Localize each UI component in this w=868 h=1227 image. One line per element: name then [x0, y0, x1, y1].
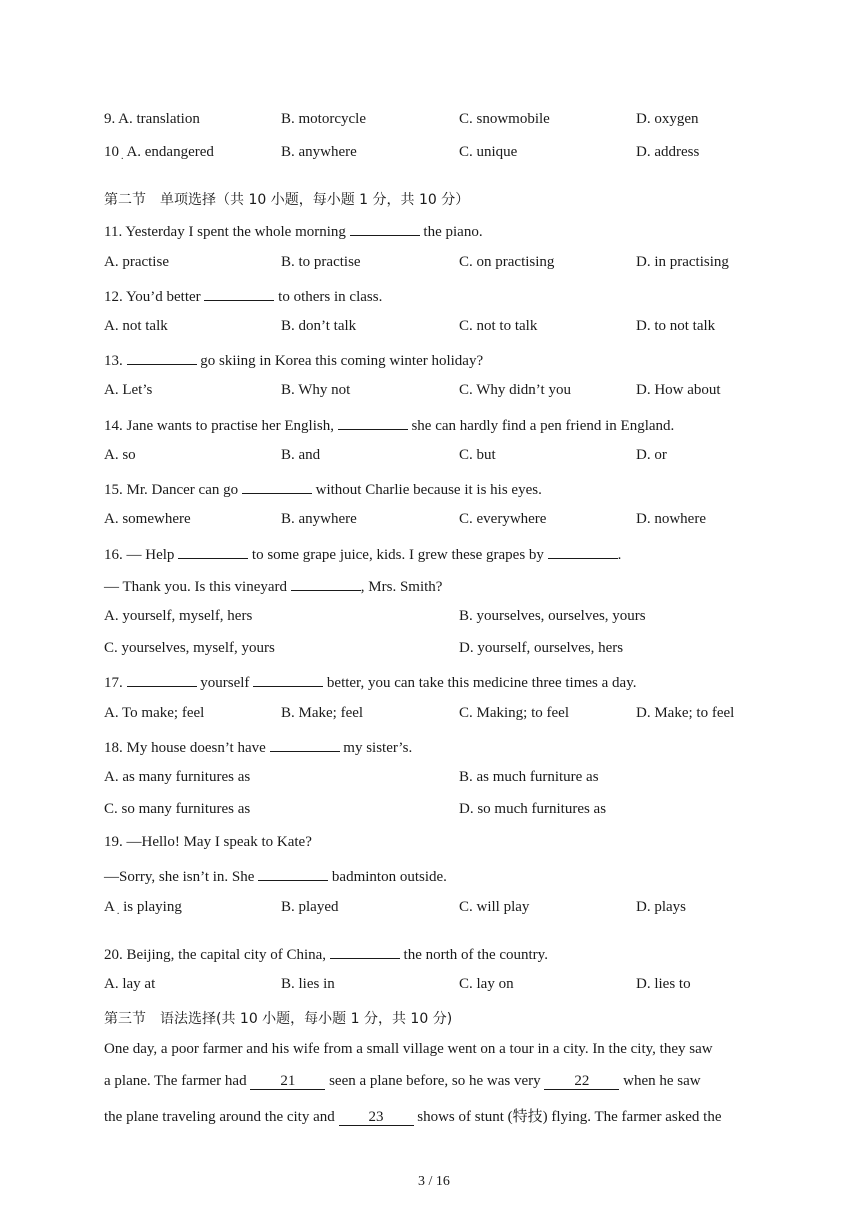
q13-option-b: B. Why not	[281, 382, 351, 398]
q20-stem	[104, 944, 548, 964]
q20-option-c: C. lay on	[459, 976, 514, 992]
q15-option-d: D. nowhere	[636, 511, 706, 527]
q18-stem-post: my sister’s.	[339, 740, 413, 756]
q9-option-c: C. snowmobile	[459, 111, 550, 127]
q9-option-b: B. motorcycle	[281, 111, 366, 127]
q14-stem	[104, 415, 674, 435]
q12-stem-post: to others in class.	[274, 289, 383, 305]
q12-option-c: C. not to talk	[459, 318, 538, 334]
q14-option-c: C. but	[459, 447, 496, 463]
q12-option-b: B. don’t talk	[281, 318, 357, 334]
passage-line-2-pre: a plane. The farmer had	[104, 1073, 251, 1089]
q20-option-a: A. lay at	[104, 976, 156, 992]
q11-stem-post: the piano.	[419, 224, 483, 240]
q15-option-b: B. anywhere	[281, 511, 357, 527]
section2-heading: 第二节 单项选择（共 10 小题，每小题 1 分，共 10 分）	[104, 192, 470, 208]
q16-stem-mid: to some grape juice, kids. I grew these grapes by	[248, 547, 548, 563]
q9-option-d: D. oxygen	[636, 111, 699, 127]
q18-option-c: C. so many furnitures as	[104, 801, 251, 817]
q20-stem-pre: 20. Beijing, the capital city of China,	[104, 947, 330, 963]
q17-option-d: D. Make; to feel	[636, 705, 735, 721]
q13-blank	[127, 350, 197, 365]
q10-option-a	[104, 144, 214, 162]
q13-stem	[104, 350, 483, 370]
q15-stem	[104, 479, 542, 499]
q10-option-a-text: A. endangered	[126, 144, 214, 160]
q19-blank	[258, 866, 328, 881]
passage-line-2-post: when he saw	[619, 1073, 701, 1089]
q13-stem-pre: 13.	[104, 353, 127, 369]
blank-22: 22	[544, 1073, 619, 1090]
q16-stem-pre: 16. — Help	[104, 547, 179, 563]
q17-stem-pre: 17.	[104, 675, 127, 691]
page-number: 3 / 16	[418, 1174, 450, 1189]
q19-option-a	[104, 899, 182, 917]
q17-option-a: A. To make; feel	[104, 705, 205, 721]
q17-blank-2	[253, 672, 323, 687]
q16-line2-post: , Mrs. Smith?	[360, 579, 443, 595]
q11-option-a: A. practise	[104, 254, 169, 270]
q10-option-d: D. address	[636, 144, 700, 160]
section3-heading: 第三节 语法选择(共 10 小题，每小题 1 分，共 10 分)	[104, 1011, 453, 1027]
q13-option-d: D. How about	[636, 382, 721, 398]
q18-stem-pre: 18. My house doesn’t have	[104, 740, 270, 756]
q18-stem	[104, 737, 412, 757]
q14-option-a: A. so	[104, 447, 136, 463]
passage-line-1: One day, a poor farmer and his wife from a small village went on a tour in a city. In the city, they saw	[104, 1041, 713, 1057]
q10-option-c: C. unique	[459, 144, 518, 160]
q13-stem-post: go skiing in Korea this coming winter holiday?	[196, 353, 484, 369]
q13-option-a: A. Let’s	[104, 382, 153, 398]
q11-option-b: B. to practise	[281, 254, 361, 270]
q14-blank	[338, 415, 408, 430]
q19-option-d: D. plays	[636, 899, 686, 915]
q11-stem	[104, 221, 483, 241]
q20-blank	[330, 944, 400, 959]
q9-option-a: 9. A. translation	[104, 111, 200, 127]
q16-line2-pre: — Thank you. Is this vineyard	[104, 579, 291, 595]
q17-stem-post: better, you can take this medicine three times a day.	[323, 675, 637, 691]
passage-line-3	[104, 1105, 722, 1126]
q20-stem-post: the north of the country.	[399, 947, 548, 963]
q12-stem	[104, 286, 382, 306]
q16-blank-3	[291, 576, 361, 591]
q12-stem-pre: 12. You’d better	[104, 289, 205, 305]
q18-blank	[270, 737, 340, 752]
q11-blank	[350, 221, 420, 236]
passage-line-2-mid: seen a plane before, so he was very	[325, 1073, 545, 1089]
q19-stem-line2	[104, 866, 447, 886]
q19-stem: 19. —Hello! May I speak to Kate?	[104, 834, 312, 850]
q19-stem-pre: —Sorry, she isn’t in. She	[104, 869, 259, 885]
q15-option-a: A. somewhere	[104, 511, 191, 527]
q14-stem-post: she can hardly find a pen friend in England.	[407, 418, 675, 434]
q16-blank-1	[178, 544, 248, 559]
blank-23: 23	[339, 1109, 414, 1126]
q17-stem-mid: yourself	[196, 675, 254, 691]
q16-option-b: B. yourselves, ourselves, yours	[459, 608, 646, 624]
q13-option-c: C. Why didn’t you	[459, 382, 571, 398]
q16-option-a: A. yourself, myself, hers	[104, 608, 253, 624]
q20-option-d: D. lies to	[636, 976, 691, 992]
passage-line-3-pre: the plane traveling around the city and	[104, 1109, 339, 1125]
q19-option-a-mark: .	[116, 906, 120, 917]
q14-option-b: B. and	[281, 447, 321, 463]
q18-option-d: D. so much furnitures as	[459, 801, 607, 817]
q15-blank	[242, 479, 312, 494]
q14-option-d: D. or	[636, 447, 667, 463]
q11-option-c: C. on practising	[459, 254, 555, 270]
q19-stem-post: badminton outside.	[328, 869, 447, 885]
q20-option-b: B. lies in	[281, 976, 335, 992]
q17-stem	[104, 672, 636, 692]
q15-option-c: C. everywhere	[459, 511, 547, 527]
blank-21: 21	[250, 1073, 325, 1090]
q16-option-d: D. yourself, ourselves, hers	[459, 640, 624, 656]
q12-option-a: A. not talk	[104, 318, 168, 334]
q19-option-a-letter: A	[104, 899, 115, 915]
q10-number: 10	[104, 144, 119, 160]
q17-option-c: C. Making; to feel	[459, 705, 569, 721]
q16-stem-post: .	[617, 547, 622, 563]
q11-stem-pre: 11. Yesterday I spent the whole morning	[104, 224, 350, 240]
q19-option-b: B. played	[281, 899, 339, 915]
q15-stem-pre: 15. Mr. Dancer can go	[104, 482, 242, 498]
q17-blank-1	[127, 672, 197, 687]
q11-option-d: D. in practising	[636, 254, 729, 270]
q19-option-a-text: is playing	[119, 899, 182, 915]
q15-stem-post: without Charlie because it is his eyes.	[311, 482, 542, 498]
q16-option-c: C. yourselves, myself, yours	[104, 640, 275, 656]
passage-line-2	[104, 1073, 701, 1090]
q12-blank	[204, 286, 274, 301]
passage-line-3-post: shows of stunt (特技) flying. The farmer asked the	[413, 1109, 722, 1125]
q16-blank-2	[548, 544, 618, 559]
q18-option-b: B. as much furniture as	[459, 769, 599, 785]
q17-option-b: B. Make; feel	[281, 705, 364, 721]
q16-stem	[104, 544, 621, 564]
q14-stem-pre: 14. Jane wants to practise her English,	[104, 418, 338, 434]
q10-option-b: B. anywhere	[281, 144, 357, 160]
q16-stem-line2	[104, 576, 442, 596]
q18-option-a: A. as many furnitures as	[104, 769, 251, 785]
q10-mark: .	[121, 151, 124, 162]
q19-option-c: C. will play	[459, 899, 530, 915]
q12-option-d: D. to not talk	[636, 318, 716, 334]
